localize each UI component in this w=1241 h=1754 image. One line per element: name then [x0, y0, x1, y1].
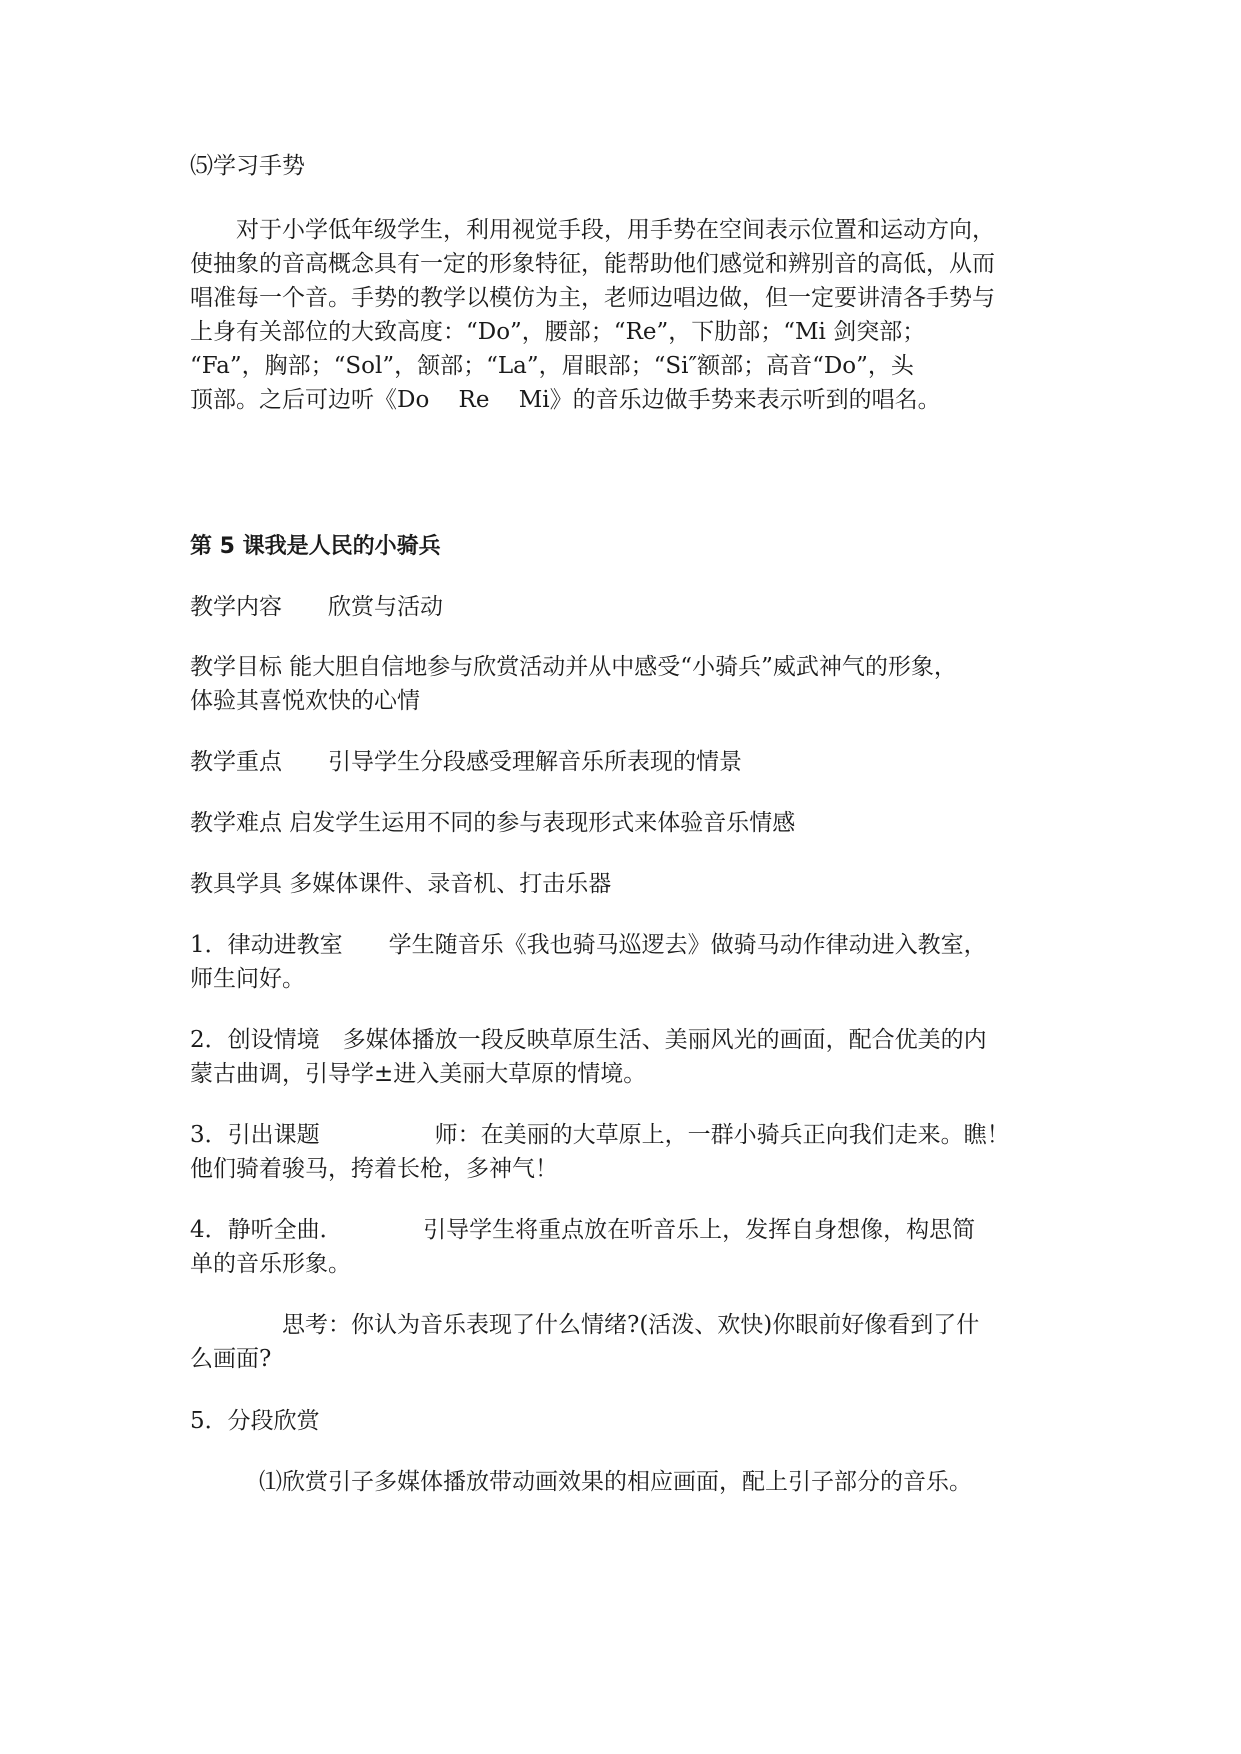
teaching-materials: 教具学具 多媒体课件、录音机、打击乐器	[190, 871, 612, 897]
paragraph-line: 师生问好。	[190, 966, 305, 992]
paragraph-line: 教学目标 能大胆自信地参与欣赏活动并从中感受“小骑兵”威武神气的形象，	[190, 654, 957, 680]
teaching-goal	[190, 650, 1070, 718]
paragraph-line: 3．引出课题 师：在美丽的大草原上，一群小骑兵正向我们走来。瞧！	[190, 1122, 1010, 1148]
paragraph-line: 唱准每一个音。手势的教学以模仿为主，老师边唱边做，但一定要讲清各手势与	[190, 285, 995, 311]
paragraph-line: 上身有关部位的大致高度：“Do”，腰部；“Re”，下肋部；“Mi 剑突部；	[190, 319, 926, 345]
teaching-key-point: 教学重点 引导学生分段感受理解音乐所表现的情景	[190, 749, 742, 775]
paragraph-line: 1．律动进教室 学生随音乐《我也骑马巡逻去》做骑马动作律动进入教室，	[190, 932, 987, 958]
step-5: 5．分段欣赏	[190, 1408, 320, 1434]
gesture-paragraph	[190, 213, 1070, 417]
paragraph-line: 思考：你认为音乐表现了什么情绪?(活泼、欢快)你眼前好像看到了什	[190, 1312, 980, 1338]
teaching-difficulty: 教学难点 启发学生运用不同的参与表现形式来体验音乐情感	[190, 810, 796, 836]
paragraph-line: 他们骑着骏马，挎着长枪，多神气！	[190, 1156, 558, 1182]
paragraph-line: 么画面?	[190, 1346, 272, 1372]
paragraph-line: “Fa”，胸部；“Sol”，颔部；“La”，眉眼部；“Si″额部；高音“Do”，头	[190, 353, 914, 379]
lesson-title: 第 5 课我是人民的小骑兵	[190, 534, 441, 559]
step-2	[190, 1023, 1070, 1091]
paragraph-line: 使抽象的音高概念具有一定的形象特征，能帮助他们感觉和辨别音的高低，从而	[190, 251, 995, 277]
paragraph-line: 蒙古曲调，引导学±进入美丽大草原的情境。	[190, 1061, 647, 1087]
paragraph-line: 2．创设情境 多媒体播放一段反映草原生活、美丽风光的画面，配合优美的内	[190, 1027, 987, 1053]
paragraph-line: 对于小学低年级学生，利用视觉手段，用手势在空间表示位置和运动方向，	[190, 217, 995, 243]
step-5-1: ⑴欣赏引子多媒体播放带动画效果的相应画面，配上引子部分的音乐。	[190, 1469, 972, 1495]
paragraph-line: 顶部。之后可边听《Do Re Mi》的音乐边做手势来表示听到的唱名。	[190, 387, 941, 413]
paragraph-line: 体验其喜悦欢快的心情	[190, 688, 420, 714]
step-3	[190, 1118, 1070, 1186]
thinking-question	[190, 1308, 1070, 1376]
paragraph-line: 单的音乐形象。	[190, 1251, 351, 1277]
step-1	[190, 928, 1070, 996]
step-4	[190, 1213, 1070, 1281]
section-heading: ⑸学习手势	[190, 153, 305, 179]
teaching-content: 教学内容 欣赏与活动	[190, 594, 443, 620]
paragraph-line: 4．静听全曲． 引导学生将重点放在听音乐上，发挥自身想像，构思简	[190, 1217, 976, 1243]
